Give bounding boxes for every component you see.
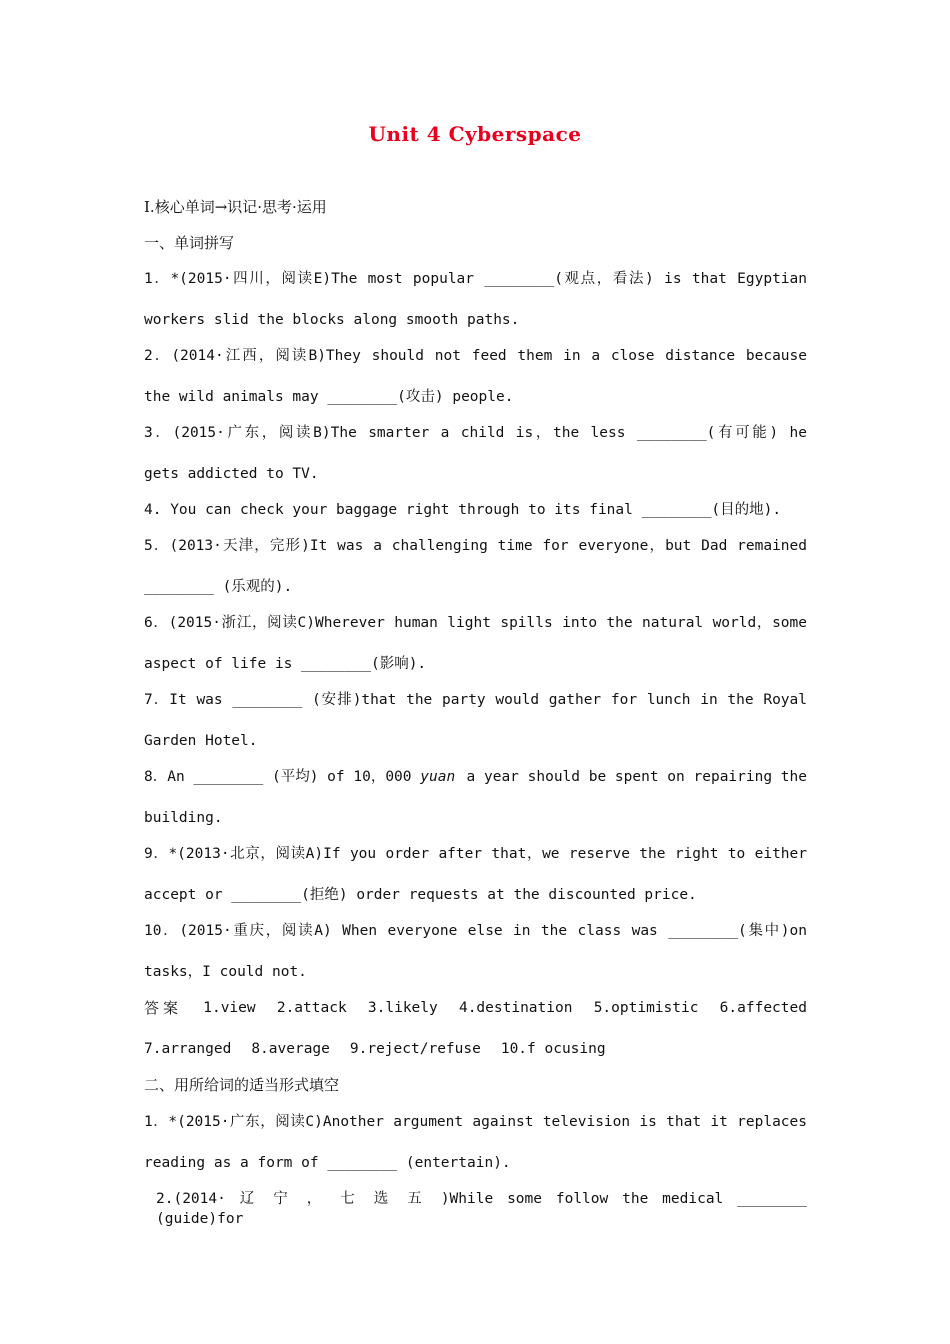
- answer-item: 8.average: [251, 1041, 330, 1057]
- part-heading: 二、用所给词的适当形式填空: [144, 1076, 340, 1094]
- question-line: 10．(2015·重庆，阅读A) When everyone else in the class was ________(集中)on: [144, 923, 807, 939]
- question-line: workers slid the blocks along smooth paths.: [144, 312, 520, 328]
- answer-item: 9.reject/refuse: [349, 1041, 481, 1057]
- question-line: 2．(2014·江西，阅读B)They should not feed them in a close distance because: [144, 348, 807, 364]
- answers-row: [144, 1039, 807, 1059]
- answer-item: 3.likely: [367, 1000, 438, 1016]
- answer-item: 10.f ocusing: [500, 1041, 606, 1057]
- answers-label: 答案: [144, 999, 183, 1017]
- answer-item: 4.destination: [458, 1000, 573, 1016]
- question-line: building.: [144, 810, 223, 826]
- question-line: ________ (乐观的).: [144, 579, 293, 595]
- section-heading: Ⅰ.核心单词→识记·思考·运用: [144, 198, 327, 216]
- question-text: a year should be spent on repairing the: [457, 769, 807, 785]
- question-line: the wild animals may ________(攻击) people.: [144, 389, 514, 405]
- question-line: Garden Hotel.: [144, 733, 258, 749]
- answer-item: 6.affected: [719, 1000, 807, 1016]
- answer-item: 2.attack: [276, 1000, 347, 1016]
- answer-item: 7.arranged: [144, 1041, 232, 1057]
- question-line: aspect of life is ________(影响).: [144, 656, 427, 672]
- question-line: 7．It was ________ (安排)that the party would gather for lunch in the Royal: [144, 692, 807, 708]
- question-line: 1．*(2015·四川，阅读E)The most popular ________(观点，看法) is that Egyptian: [144, 271, 807, 287]
- question-line: 9．*(2013·北京，阅读A)If you order after that，we reserve the right to either: [144, 846, 807, 862]
- question-line: accept or ________(拒绝) order requests at the discounted price.: [144, 887, 697, 903]
- question-line: gets addicted to TV.: [144, 466, 319, 482]
- answer-item: 5.optimistic: [593, 1000, 699, 1016]
- part-heading: 一、单词拼写: [144, 234, 235, 252]
- question-line: 4. You can check your baggage right through to its final ________(目的地).: [144, 502, 782, 518]
- question-line: 2.(2014· 辽 宁 ， 七 选 五 )While some follow the medical ________ (guide)for: [156, 1191, 807, 1227]
- question-line: 1．*(2015·广东，阅读C)Another argument against television is that it replaces: [144, 1114, 807, 1130]
- question-line: [144, 767, 807, 787]
- page-title: Unit 4 Cyberspace: [368, 122, 582, 146]
- question-line: 6．(2015·浙江，阅读C)Wherever human light spills into the natural world，some: [144, 615, 807, 631]
- answers-row: [144, 998, 807, 1018]
- question-line: 5．(2013·天津，完形)It was a challenging time for everyone，but Dad remained: [144, 538, 807, 554]
- question-line: 3．(2015·广东，阅读B)The smarter a child is，the less ________(有可能) he: [144, 425, 807, 441]
- answer-item: 1.view: [203, 1000, 256, 1016]
- question-text: 8．An ________ (平均) of 10，000 yuan: [144, 769, 456, 785]
- question-line: tasks，I could not.: [144, 964, 307, 980]
- question-line: reading as a form of ________ (entertain).: [144, 1155, 511, 1171]
- yuan-italic: yuan: [420, 769, 456, 785]
